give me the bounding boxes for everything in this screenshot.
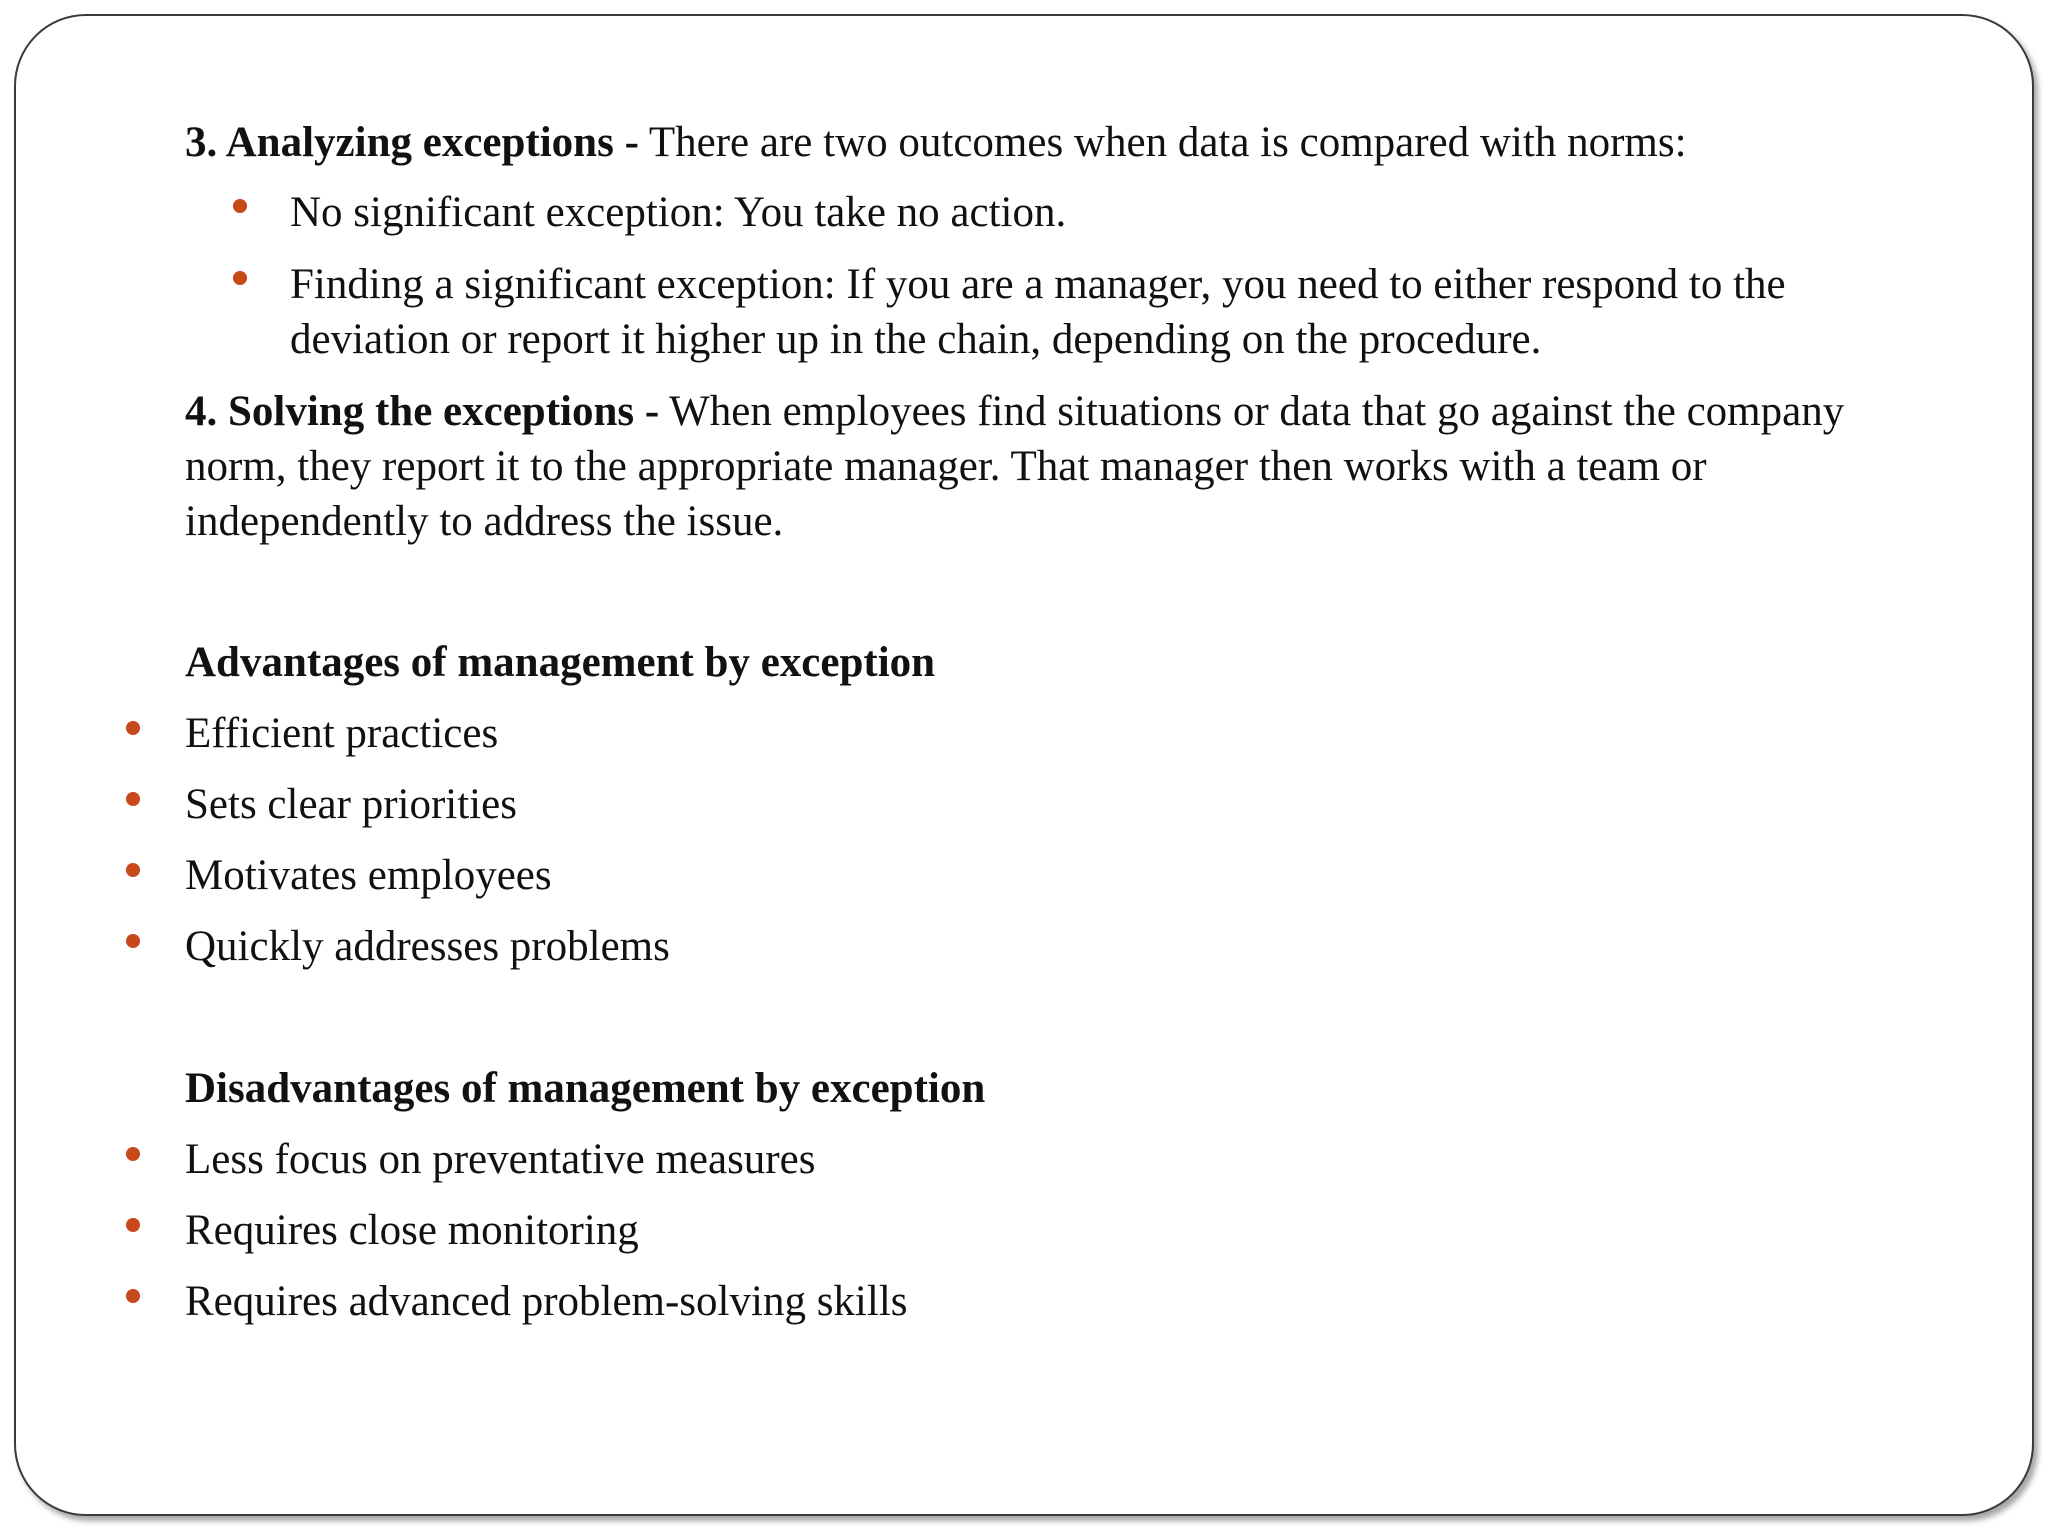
disadvantage-item: Requires advanced problem-solving skills xyxy=(185,1278,908,1325)
step4-title: 4. Solving the exceptions - xyxy=(185,388,660,435)
step3-bullet-1: No significant exception: You take no action. xyxy=(290,189,1067,236)
advantages-heading: Advantages of management by exception xyxy=(185,639,936,686)
bullet-icon xyxy=(126,934,140,948)
bullet-icon xyxy=(126,792,140,806)
step3-bullet-2: Finding a significant exception: If you are a manager, you need to either respond to the deviation or report it higher up in the chain, depending on the procedure. xyxy=(290,261,1786,363)
advantage-item: Sets clear priorities xyxy=(185,781,517,828)
disadvantage-item: Less focus on preventative measures xyxy=(185,1136,816,1183)
advantage-item: Motivates employees xyxy=(185,852,552,899)
step4-paragraph xyxy=(185,384,1945,549)
step3-title: 3. Analyzing exceptions - xyxy=(185,119,639,166)
step3-text: There are two outcomes when data is compared with norms: xyxy=(638,119,1687,166)
disadvantages-heading: Disadvantages of management by exception xyxy=(185,1065,986,1112)
bullet-icon xyxy=(126,1218,140,1232)
bullet-icon xyxy=(233,271,247,285)
bullet-icon xyxy=(126,1289,140,1303)
bullet-icon xyxy=(126,1147,140,1161)
bullet-icon xyxy=(126,721,140,735)
step3-paragraph xyxy=(185,115,1945,170)
disadvantage-item: Requires close monitoring xyxy=(185,1207,639,1254)
step4-text: When employees find situations or data that go against the company norm, they report it to the appropriate manager. That manager then works with a team or independently to address the issue. xyxy=(185,388,1845,545)
advantage-item: Quickly addresses problems xyxy=(185,923,670,970)
advantage-item: Efficient practices xyxy=(185,710,499,757)
bullet-icon xyxy=(126,863,140,877)
bullet-icon xyxy=(233,199,247,213)
